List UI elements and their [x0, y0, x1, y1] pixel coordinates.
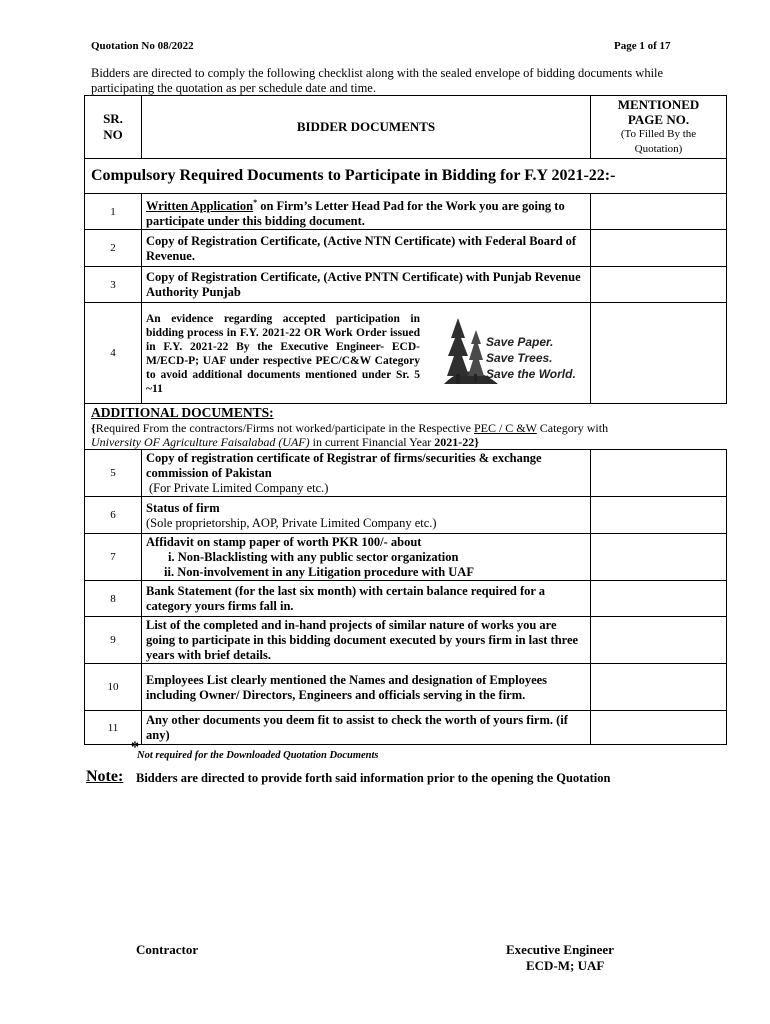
header-sr-line1: SR. — [103, 111, 123, 126]
header-page-line2: PAGE NO. — [627, 112, 690, 127]
note-university: University OF Agriculture Faisalabad (UAF) — [91, 434, 310, 449]
intro-paragraph: Bidders are directed to comply the following checklist along with the sealed envelope of bidding documents while participating the quotation as per schedule date and time. — [91, 66, 664, 95]
trees-icon — [438, 304, 588, 396]
additional-note — [91, 421, 721, 435]
row-page-cell[interactable] — [591, 617, 727, 664]
row-number: 9 — [85, 617, 142, 664]
table-row — [85, 581, 727, 617]
row-item-ii: ii. Non-involvement in any Litigation procedure with UAF — [164, 565, 474, 580]
table-row — [85, 617, 727, 664]
written-application-label: Written Application — [146, 199, 254, 214]
engineer-signature: Executive Engineer — [506, 942, 614, 957]
save-paper-poster — [438, 304, 588, 396]
row-document-rest: on Firm’s Letter Head Pad for the Work you are going to participate under this bidding document. — [146, 199, 565, 229]
header-sr — [85, 96, 142, 159]
row-document-main: Copy of registration certificate of Registrar of firms/securities & exchange commission of Pakistan — [146, 451, 542, 481]
table-row — [85, 267, 727, 303]
footnote-star: * — [131, 739, 139, 756]
row-document — [142, 194, 591, 230]
row-page-cell[interactable] — [591, 664, 727, 711]
row-number: 11 — [85, 711, 142, 745]
note-category: PEC / C &W — [473, 420, 537, 435]
compulsory-title: Compulsory Required Documents to Participate in Bidding for F.Y 2021-22:- — [85, 159, 727, 194]
additional-title: ADDITIONAL DOCUMENTS: — [91, 404, 274, 420]
header-page-line3: (To Filled By the — [620, 128, 697, 140]
poster-line1: Save Paper. — [486, 335, 554, 349]
footnote-text: Not required for the Downloaded Quotation Documents — [137, 750, 379, 761]
row-page-cell[interactable] — [591, 534, 727, 581]
row-document: An evidence regarding accepted participation in bidding process in F.Y. 2021-22 OR Work Order issued in F.Y. 2021-22 By the Executive Engineer- ECD-M/ECD-P; UAF under respective PEC/C&W Category to avoid additional documents mentioned under Sr. 5 ~11 — [142, 303, 591, 404]
engineer-office: ECD-M; UAF — [526, 958, 605, 973]
row-document: Any other documents you deem fit to assist to check the worth of yours firm. (if any) — [142, 711, 591, 745]
row-document: Copy of Registration Certificate, (Active PNTN Certificate) with Punjab Revenue Authority Punjab — [142, 267, 591, 303]
additional-documents-row — [85, 404, 727, 450]
note-fy: 2021-22 — [434, 434, 475, 449]
contractor-signature: Contractor — [136, 942, 199, 957]
row-document — [142, 450, 591, 497]
row-page-cell[interactable] — [591, 230, 727, 267]
compulsory-title-row — [85, 159, 727, 194]
note-part-b: Category with — [536, 420, 609, 435]
row-number: 5 — [85, 450, 142, 497]
row-page-cell[interactable] — [591, 303, 727, 404]
header-page-line4: Quotation) — [634, 143, 683, 155]
row-document-main: Affidavit on stamp paper of worth PKR 100/- about — [146, 535, 422, 550]
table-row — [85, 450, 727, 497]
checklist-table — [84, 95, 727, 745]
table-row — [85, 194, 727, 230]
row-number: 1 — [85, 194, 142, 230]
row-number: 2 — [85, 230, 142, 267]
poster-line2: Save Trees. — [486, 351, 553, 365]
row-document — [142, 534, 591, 581]
note-part-a: Required From the contractors/Firms not worked/participate in the Respective — [95, 420, 474, 435]
row-page-cell[interactable] — [591, 581, 727, 617]
row-document-sub: (For Private Limited Company etc.) — [149, 481, 329, 496]
row-page-cell[interactable] — [591, 267, 727, 303]
table-row — [85, 534, 727, 581]
header-page-no — [591, 96, 727, 159]
note-text: Bidders are directed to provide forth said information prior to the opening the Quotation — [136, 771, 611, 785]
row-page-cell[interactable] — [591, 450, 727, 497]
row-number: 6 — [85, 497, 142, 534]
row-number: 4 — [85, 303, 142, 404]
additional-documents-cell — [85, 404, 727, 450]
row-document — [142, 497, 591, 534]
note-part-c: in current Financial Year — [309, 434, 435, 449]
additional-note-line2 — [91, 435, 721, 449]
header-sr-line2: NO — [103, 127, 123, 142]
row-document-main: Status of firm — [146, 500, 220, 515]
asterisk-mark: * — [253, 198, 258, 207]
header-documents: BIDDER DOCUMENTS — [142, 96, 591, 159]
row-number: 8 — [85, 581, 142, 617]
table-row — [85, 230, 727, 267]
row-document-sub: (Sole proprietorship, AOP, Private Limited Company etc.) — [146, 515, 437, 530]
page-number: Page 1 of 17 — [614, 40, 671, 52]
row-document: List of the completed and in-hand projects of similar nature of works you are going to participate in this bidding document executed by yours firm in last three years with brief details. — [142, 617, 591, 664]
poster-line3: Save the World. — [486, 367, 576, 381]
row-page-cell[interactable] — [591, 497, 727, 534]
row-page-cell[interactable] — [591, 194, 727, 230]
quotation-number: Quotation No 08/2022 — [91, 40, 194, 52]
row-document: Bank Statement (for the last six month) with certain balance required for a category yours firms fall in. — [142, 581, 591, 617]
row-number: 10 — [85, 664, 142, 711]
row-document: Employees List clearly mentioned the Names and designation of Employees including Owner/ Directors, Engineers and officials serving in the firm. — [142, 664, 591, 711]
table-row — [85, 497, 727, 534]
table-row — [85, 711, 727, 745]
note-close-brace: } — [474, 434, 480, 449]
table-row — [85, 664, 727, 711]
row-number: 7 — [85, 534, 142, 581]
row-page-cell[interactable] — [591, 711, 727, 745]
row-number: 3 — [85, 267, 142, 303]
table-header-row — [85, 96, 727, 159]
table-row — [85, 303, 727, 404]
row-document: Copy of Registration Certificate, (Active NTN Certificate) with Federal Board of Revenue. — [142, 230, 591, 267]
note-label: Note: — [86, 768, 124, 785]
header-page-line1: MENTIONED — [617, 97, 700, 112]
row-item-i: i. Non-Blacklisting with any public sector organization — [168, 550, 459, 565]
note-open-brace: { — [91, 420, 96, 435]
